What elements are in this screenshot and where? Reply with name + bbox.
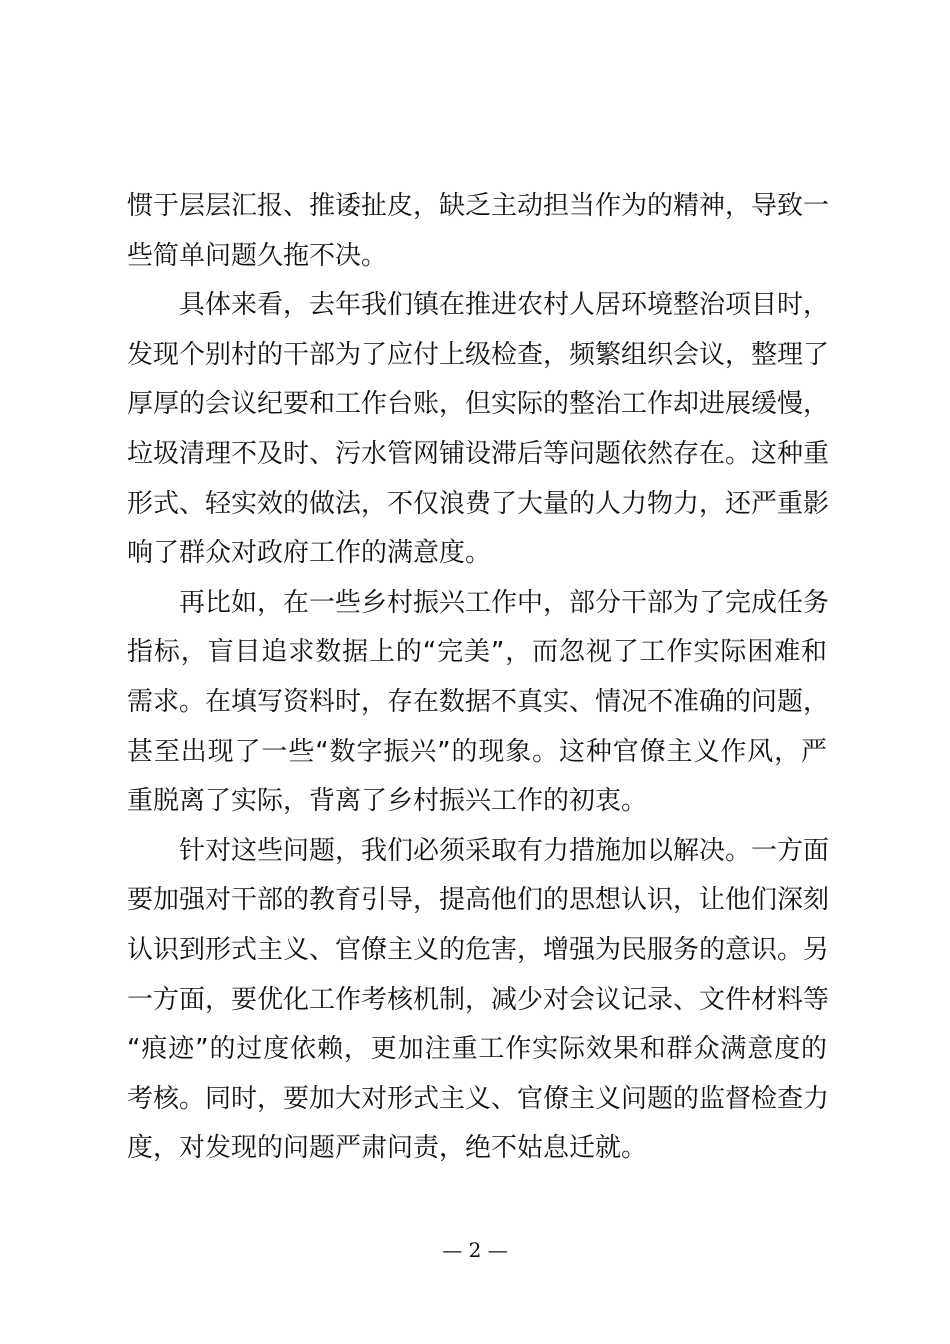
text-line: 些简单问题久拖不决。 — [127, 240, 388, 271]
text-line: 需求。在填写资料时，存在数据不真实、情况不准确的问题， — [127, 686, 830, 717]
text-line: 惯于层层汇报、推诿扯皮，缺乏主动担当作为的精神，导致一 — [127, 191, 830, 221]
text-line: 垃圾清理不及时、污水管网铺设滞后等问题依然存在。这种重 — [127, 438, 830, 469]
paragraph — [127, 281, 830, 579]
text-line: 度，对发现的问题严肃问责，绝不姑息迁就。 — [127, 1133, 648, 1164]
body-text — [127, 182, 830, 1174]
paragraph — [127, 827, 830, 1174]
text-line: 甚至出现了一些“数字振兴”的现象。这种官僚主义作风，严 — [127, 736, 827, 767]
text-line: 重脱离了实际，背离了乡村振兴工作的初衷。 — [127, 786, 648, 817]
text-line: 发现个别村的干部为了应付上级检查，频繁组织会议，整理了 — [127, 339, 830, 370]
text-line: 一方面，要优化工作考核机制，减少对会议记录、文件材料等 — [127, 984, 830, 1015]
text-line: 具体来看，去年我们镇在推进农村人居环境整治项目时， — [179, 290, 830, 321]
text-line: 形式、轻实效的做法，不仅浪费了大量的人力物力，还严重影 — [127, 488, 830, 519]
text-line: 针对这些问题，我们必须采取有力措施加以解决。一方面 — [179, 835, 830, 866]
text-line: 厚厚的会议纪要和工作台账，但实际的整治工作却进展缓慢， — [127, 389, 830, 420]
text-line: 要加强对干部的教育引导，提高他们的思想认识，让他们深刻 — [127, 885, 830, 916]
text-line: 认识到形式主义、官僚主义的危害，增强为民服务的意识。另 — [127, 934, 830, 965]
text-line: 考核。同时，要加大对形式主义、官僚主义问题的监督检查力 — [127, 1083, 830, 1114]
text-line: 指标，盲目追求数据上的“完美”，而忽视了工作实际困难和 — [127, 637, 827, 668]
text-line: 响了群众对政府工作的满意度。 — [127, 538, 492, 569]
text-line: “痕迹”的过度依赖，更加注重工作实际效果和群众满意度的 — [127, 1034, 827, 1065]
paragraph — [127, 579, 830, 827]
page-number: — 2 — — [442, 1238, 508, 1262]
paragraph — [127, 182, 830, 281]
text-line: 再比如，在一些乡村振兴工作中，部分干部为了完成任务 — [179, 587, 830, 618]
